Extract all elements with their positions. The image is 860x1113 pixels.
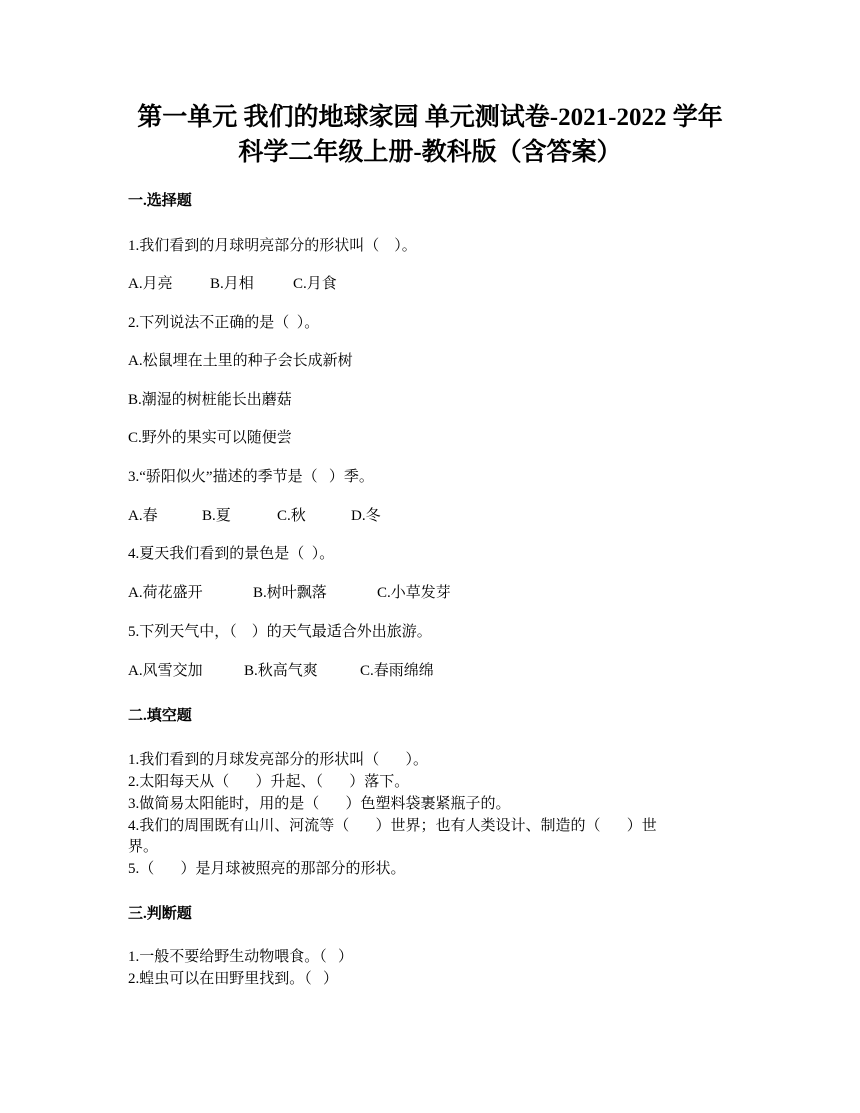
- question-3-option-a: A.春: [128, 508, 158, 524]
- fill-question-3: 3.做简易太阳能时，用的是（ ）色塑料袋裹紧瓶子的。: [128, 796, 511, 812]
- question-4-option-a: A.荷花盛开: [128, 585, 203, 601]
- question-3: 3.“骄阳似火”描述的季节是（ ）季。: [128, 469, 374, 485]
- section-heading-fill: 二.填空题: [128, 708, 192, 724]
- judge-question-1: 1.一般不要给野生动物喂食。（ ）: [128, 949, 354, 965]
- question-3-option-b: B.夏: [202, 508, 231, 524]
- question-5-option-c: C.春雨绵绵: [360, 663, 434, 679]
- judge-question-2: 2.蝗虫可以在田野里找到。（ ）: [128, 971, 339, 987]
- fill-question-4-continued: 界。: [128, 839, 159, 855]
- question-2-option-b: B.潮湿的树桩能长出蘑菇: [128, 392, 292, 408]
- question-4-option-c: C.小草发芽: [377, 585, 451, 601]
- fill-question-4: 4.我们的周围既有山川、河流等（ ）世界；也有人类设计、制造的（ ）世: [128, 818, 657, 834]
- question-4-option-b: B.树叶飘落: [253, 585, 327, 601]
- question-3-option-c: C.秋: [277, 508, 306, 524]
- fill-question-1: 1.我们看到的月球发亮部分的形状叫（ ）。: [128, 752, 429, 768]
- question-5-option-b: B.秋高气爽: [244, 663, 318, 679]
- section-heading-choice: 一.选择题: [128, 193, 192, 209]
- question-5-option-a: A.风雪交加: [128, 663, 203, 679]
- question-2-option-c: C.野外的果实可以随便尝: [128, 430, 292, 446]
- question-4: 4.夏天我们看到的景色是（ ）。: [128, 546, 335, 562]
- question-2-option-a: A.松鼠埋在土里的种子会长成新树: [128, 353, 353, 369]
- question-3-option-d: D.冬: [351, 508, 381, 524]
- fill-question-2: 2.太阳每天从（ ）升起、（ ）落下。: [128, 774, 410, 790]
- question-2: 2.下列说法不正确的是（ ）。: [128, 315, 320, 331]
- section-heading-judge: 三.判断题: [128, 906, 192, 922]
- document-title-line2: 科学二年级上册-教科版（含答案）: [238, 139, 622, 166]
- question-1: 1.我们看到的月球明亮部分的形状叫（ ）。: [128, 238, 417, 254]
- question-1-option-a: A.月亮: [128, 276, 173, 292]
- fill-question-5: 5.（ ）是月球被照亮的那部分的形状。: [128, 861, 406, 877]
- question-5: 5.下列天气中，（ ）的天气最适合外出旅游。: [128, 624, 432, 640]
- question-1-option-c: C.月食: [293, 276, 337, 292]
- document-title-line1: 第一单元 我们的地球家园 单元测试卷-2021-2022 学年: [137, 104, 723, 131]
- question-1-option-b: B.月相: [210, 276, 254, 292]
